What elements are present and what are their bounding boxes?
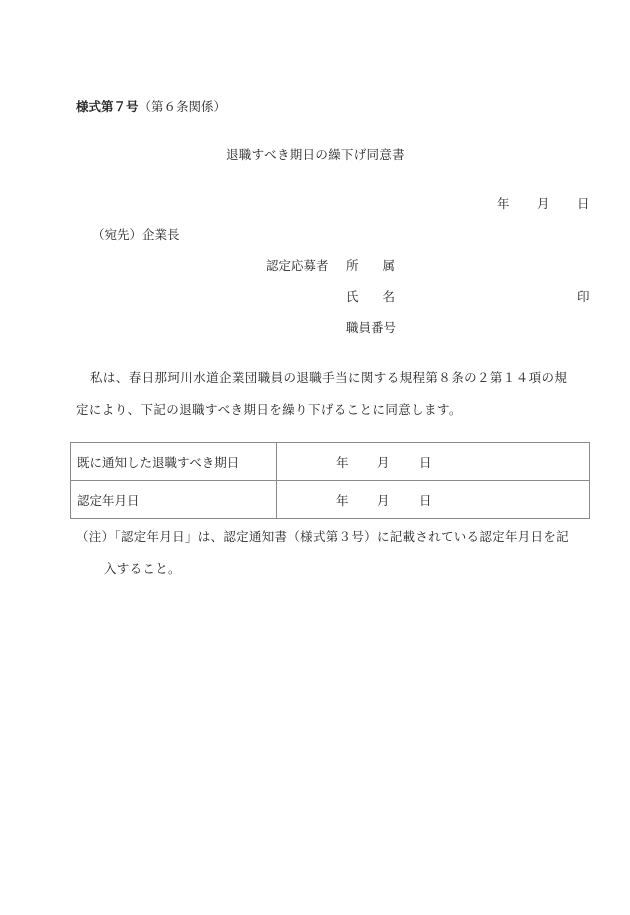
field-name-label-a: 氏 bbox=[346, 289, 359, 304]
year-label: 年 bbox=[336, 492, 349, 508]
dates-table bbox=[70, 442, 590, 519]
field-employee-number bbox=[346, 320, 396, 336]
form-number bbox=[76, 99, 226, 115]
table-row-label: 既に通知した退職すべき期日 bbox=[71, 443, 277, 481]
note-line-2: 入すること。 bbox=[104, 561, 181, 576]
document-title: 退職すべき期日の繰下げ同意書 bbox=[226, 147, 405, 162]
field-name-label-b: 名 bbox=[382, 289, 396, 304]
day-label: 日 bbox=[419, 454, 432, 470]
table-row-label: 認定年月日 bbox=[71, 481, 277, 519]
form-reference: （第６条関係） bbox=[138, 99, 227, 114]
date-month-label: 月 bbox=[537, 196, 550, 211]
form-number-label: 様式第７号 bbox=[76, 99, 139, 114]
field-affiliation bbox=[346, 258, 395, 274]
applicant-label: 認定応募者 bbox=[266, 258, 329, 273]
field-affiliation-label-b: 属 bbox=[382, 258, 396, 273]
table-row-date-field[interactable] bbox=[277, 481, 590, 519]
table-row bbox=[71, 481, 590, 519]
body-text-line-2: 定により、下記の退職すべき期日を繰り下げることに同意します。 bbox=[76, 402, 462, 417]
field-name bbox=[346, 289, 395, 305]
table-row bbox=[71, 443, 590, 481]
note-line-1: （注）「認定年月日」は、認定通知書（様式第３号）に記載されている認定年月日を記 bbox=[76, 529, 569, 544]
seal-mark: 印 bbox=[577, 289, 590, 304]
month-label: 月 bbox=[377, 454, 390, 470]
table-row-date-field[interactable] bbox=[277, 443, 590, 481]
addressee: （宛先）企業長 bbox=[92, 227, 180, 242]
field-affiliation-label-a: 所 bbox=[346, 258, 359, 273]
body-text-line-1: 私は、春日那珂川水道企業団職員の退職手当に関する規程第８条の２第１４項の規 bbox=[90, 370, 568, 385]
date-year-label: 年 bbox=[497, 196, 510, 211]
day-label: 日 bbox=[419, 492, 432, 508]
date-day-label: 日 bbox=[577, 196, 590, 211]
month-label: 月 bbox=[377, 492, 390, 508]
year-label: 年 bbox=[336, 454, 349, 470]
field-employee-number-label: 職員番号 bbox=[346, 320, 397, 335]
